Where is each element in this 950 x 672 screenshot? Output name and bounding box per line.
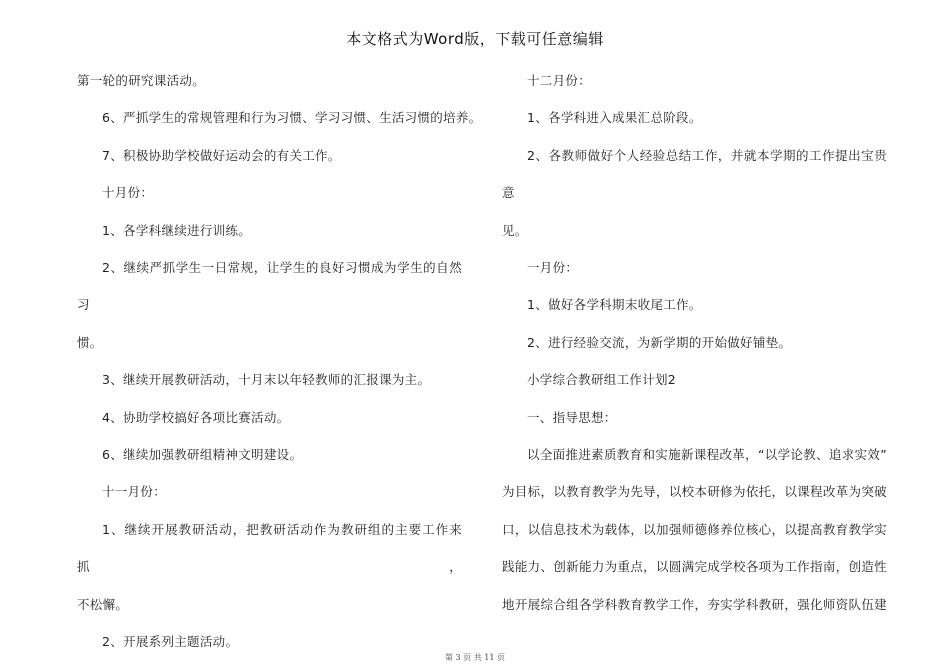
paragraph-line: 以全面推进素质教育和实施新课程改革，“以学论教、追求实效” (527, 447, 887, 463)
section-heading: 一月份： (527, 260, 579, 276)
section-heading: 十一月份： (102, 484, 167, 500)
document-subtitle: 小学综合教研组工作计划2 (527, 372, 677, 388)
paragraph-line: 1、各学科进入成果汇总阶段。 (527, 110, 702, 126)
paragraph-line: 2、开展系列主题活动。 (102, 634, 239, 650)
document-header: 本文格式为Word版，下载可任意编辑 (346, 30, 604, 48)
paragraph-line: 地开展综合组各学科教育教学工作，夯实学科教研，强化师资队伍建 (502, 596, 887, 612)
paragraph-line: 第一轮的研究课活动。 (77, 73, 206, 88)
page-number-footer: 第 3 页 共 11 页 (445, 653, 505, 662)
paragraph-line: 6、继续加强教研组精神文明建设。 (102, 447, 303, 463)
section-heading: 十二月份： (527, 73, 592, 88)
paragraph-line: 口，以信息技术为载体，以加强师德修养位核心，以提高教育教学实 (502, 521, 887, 537)
paragraph-line: 3、继续开展教研活动，十月末以年轻教师的汇报课为主。 (102, 372, 431, 388)
section-heading: 一、指导思想： (527, 409, 617, 425)
paragraph-line: 1、各学科继续进行训练。 (102, 222, 252, 238)
paragraph-line: 不松懈。 (77, 596, 129, 612)
paragraph-line: 7、积极协助学校做好运动会的有关工作。 (102, 147, 341, 163)
paragraph-line: 4、协助学校搞好各项比赛活动。 (102, 409, 290, 425)
paragraph-line: 2、各教师做好个人经验总结工作，并就本学期的工作提出宝贵意 (502, 147, 887, 201)
paragraph-line: 2、进行经验交流，为新学期的开始做好铺垫。 (527, 334, 792, 350)
paragraph-line: 见。 (502, 222, 528, 238)
paragraph-line: 惯。 (77, 334, 103, 350)
paragraph-line: 6、严抓学生的常规管理和行为习惯、学习习惯、生活习惯的培养。 (102, 110, 482, 126)
paragraph-line: 践能力、创新能力为重点，以圆满完成学校各项为工作指南，创造性 (502, 559, 887, 575)
paragraph-line: 为目标，以教育教学为先导，以校本研修为依托，以课程改革为突破 (502, 484, 887, 500)
paragraph-line: 1、继续开展教研活动，把教研活动作为教研组的主要工作来抓， (77, 521, 462, 575)
right-column (502, 62, 887, 623)
paragraph-line: 1、做好各学科期末收尾工作。 (527, 297, 702, 313)
section-heading: 十月份： (102, 185, 154, 201)
paragraph-line: 2、继续严抓学生一日常规，让学生的良好习惯成为学生的自然习 (77, 260, 462, 313)
